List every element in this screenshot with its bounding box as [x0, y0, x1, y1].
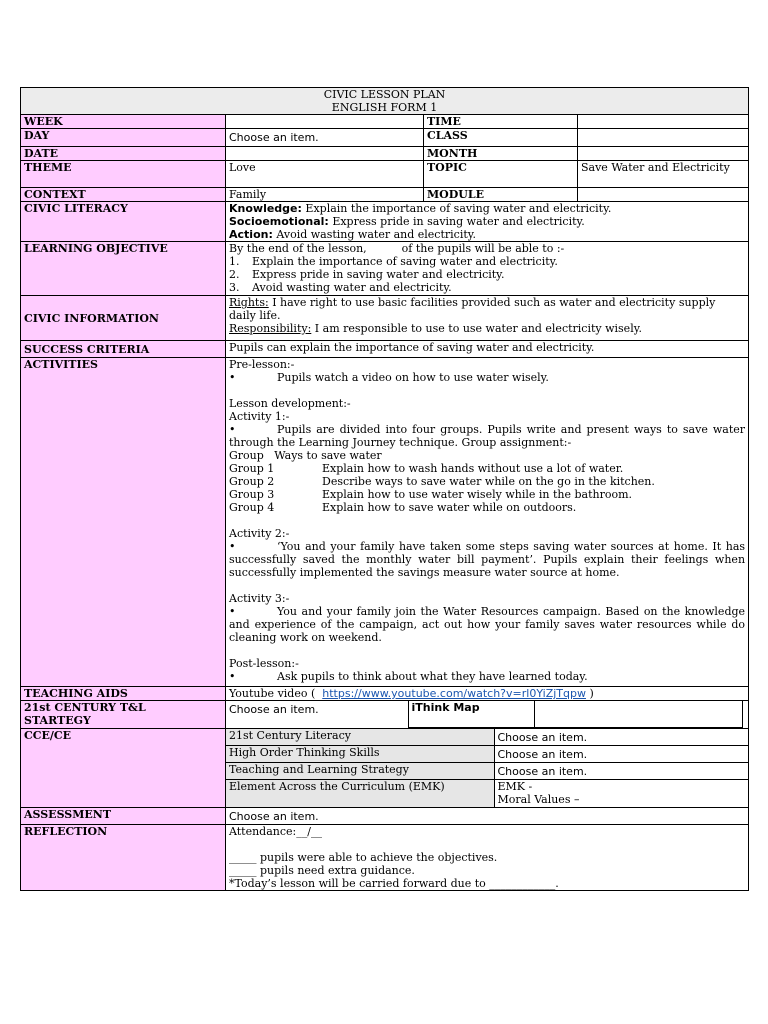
lesson-plan-table — [20, 87, 749, 891]
activity2-title: Activity 2:- — [229, 527, 290, 540]
time-label: TIME — [424, 115, 578, 129]
activity1-body: Pupils are divided into four groups. Pupils write and present ways to save water through the Learning Journey technique. Group assignment:- — [229, 423, 746, 449]
group-row — [229, 475, 745, 488]
group-header: Group Ways to save water — [229, 449, 382, 462]
reflection-line: *Today’s lesson will be carried forward due to ____________. — [229, 876, 559, 890]
teaching-aids-suffix: ) — [585, 687, 594, 700]
post-lesson-heading: Post-lesson:- — [229, 657, 299, 670]
reflection-line: _____ pupils were able to achieve the objectives. — [229, 850, 498, 864]
teaching-aids-label: TEACHING AIDS — [21, 687, 226, 701]
group-row — [229, 501, 745, 514]
assessment-label: ASSESSMENT — [21, 807, 226, 824]
knowledge-line — [229, 202, 745, 215]
date-row — [21, 147, 749, 161]
cce-inner — [226, 729, 748, 807]
activities-label: ACTIVITIES — [21, 358, 226, 687]
teaching-aids-prefix: Youtube video ( — [229, 687, 323, 700]
civic-literacy-content — [226, 202, 749, 242]
cce-emk-row — [226, 780, 748, 807]
success-criteria-text: Pupils can explain the importance of saving water and electricity. — [226, 341, 749, 358]
socio-label: Socioemotional: — [229, 215, 329, 228]
rights-label: Rights: — [229, 296, 269, 309]
activities-content — [226, 358, 749, 687]
attendance-line: Attendance:__/__ — [229, 824, 322, 838]
cce-item-row — [226, 746, 748, 763]
day-label: DAY — [21, 129, 226, 147]
cce-label: CCE/CE — [21, 728, 226, 807]
week-row — [21, 115, 749, 129]
objective-text: Explain the importance of saving water and electricity. — [252, 255, 558, 268]
date-label: DATE — [21, 147, 226, 161]
objective-number: 1. — [229, 255, 240, 268]
context-value[interactable]: Family — [226, 188, 424, 202]
plan-title-line2: ENGLISH FORM 1 — [331, 101, 438, 114]
lesson-plan — [20, 87, 748, 891]
activity2-text — [229, 540, 745, 579]
pre-lesson-text: Pupils watch a video on how to use water wisely. — [277, 371, 549, 384]
theme-label: THEME — [21, 161, 226, 188]
learning-objective-row — [21, 242, 749, 296]
success-criteria-label: SUCCESS CRITERIA — [21, 341, 226, 358]
youtube-link[interactable]: https://www.youtube.com/watch?v=rl0YiZjTqpw — [322, 687, 586, 700]
emk-content — [494, 780, 748, 807]
action-label: Action: — [229, 228, 273, 241]
activity1-title: Activity 1:- — [229, 410, 290, 423]
civic-literacy-row — [21, 202, 749, 242]
century-content — [226, 701, 749, 729]
group-task: Describe ways to save water while on the go in the kitchen. — [322, 475, 655, 488]
century-select[interactable]: Choose an item. — [229, 703, 319, 716]
group-row — [229, 462, 745, 475]
bullet: • — [229, 605, 236, 618]
emk-label: Element Across the Curriculum (EMK) — [226, 780, 494, 807]
date-value[interactable] — [226, 147, 424, 161]
theme-row — [21, 161, 749, 188]
teaching-aids-row — [21, 687, 749, 701]
cce-item-label: High Order Thinking Skills — [226, 746, 494, 763]
cce-item-select[interactable]: Choose an item. — [494, 746, 748, 763]
header-row — [21, 88, 749, 115]
ithink-map-label: iThink Map — [408, 701, 534, 727]
responsibility-text: I am responsible to use to use water and electricity wisely. — [311, 322, 642, 335]
century-label — [21, 701, 226, 729]
class-value[interactable] — [578, 129, 749, 147]
theme-value[interactable]: Love — [226, 161, 424, 188]
group-name: Group 3 — [229, 488, 275, 501]
objective-item — [229, 281, 745, 294]
knowledge-label: Knowledge: — [229, 202, 302, 215]
learning-objective-label: LEARNING OBJECTIVE — [21, 242, 226, 296]
moral-values-line: Moral Values – — [497, 793, 580, 806]
objective-number: 3. — [229, 281, 240, 294]
context-row — [21, 188, 749, 202]
objective-text: Avoid wasting water and electricity. — [252, 281, 452, 294]
cce-row — [21, 728, 749, 807]
module-label: MODULE — [424, 188, 578, 202]
success-criteria-row — [21, 341, 749, 358]
socio-text: Express pride in saving water and electricity. — [328, 215, 585, 228]
lesson-development-heading: Lesson development:- — [229, 397, 351, 410]
century-inner — [226, 701, 748, 728]
post-lesson-text: Ask pupils to think about what they have learned today. — [277, 670, 588, 683]
context-label: CONTEXT — [21, 188, 226, 202]
assessment-row — [21, 807, 749, 824]
activity2-body: ‘You and your family have taken some steps saving water sources at home. It has successfully saved the monthly water bill payment’. Pupils explain their feelings when successfully implemented the savings measure water source at home. — [229, 540, 746, 579]
reflection-line: _____ pupils need extra guidance. — [229, 863, 415, 877]
activity3-body: You and your family join the Water Resources campaign. Based on the knowledge and experience of the campaign, act out how your family saves water resources while do cleaning work on weekend. — [229, 605, 746, 644]
plan-title — [21, 88, 749, 115]
objective-list — [229, 255, 745, 294]
knowledge-text: Explain the importance of saving water and electricity. — [301, 202, 612, 215]
cce-content — [226, 728, 749, 807]
reflection-row — [21, 824, 749, 890]
rights-line — [229, 296, 745, 322]
cce-item-select[interactable]: Choose an item. — [494, 729, 748, 746]
topic-label: TOPIC — [424, 161, 578, 188]
cce-item-select[interactable]: Choose an item. — [494, 763, 748, 780]
group-name: Group 4 — [229, 501, 275, 514]
group-row — [229, 488, 745, 501]
month-label: MONTH — [424, 147, 578, 161]
reflection-content — [226, 824, 749, 890]
activity1-text — [229, 423, 745, 449]
pre-lesson-item — [229, 371, 745, 384]
objective-number: 2. — [229, 268, 240, 281]
responsibility-label: Responsibility: — [229, 322, 312, 335]
objective-item — [229, 268, 745, 281]
cce-item-label: Teaching and Learning Strategy — [226, 763, 494, 780]
century-row — [21, 701, 749, 729]
bullet: • — [229, 540, 236, 553]
civic-information-row — [21, 296, 749, 341]
group-name: Group 1 — [229, 462, 275, 475]
emk-line: EMK - — [497, 780, 533, 793]
topic-value[interactable]: Save Water and Electricity — [578, 161, 749, 188]
century-empty-cell — [742, 701, 748, 727]
objective-item — [229, 255, 745, 268]
activities-row — [21, 358, 749, 687]
civic-information-content — [226, 296, 749, 341]
bullet: • — [229, 371, 236, 384]
century-empty-cell — [534, 701, 742, 727]
module-value[interactable] — [578, 188, 749, 202]
class-label: CLASS — [424, 129, 578, 147]
group-name: Group 2 — [229, 475, 275, 488]
post-lesson-item — [229, 670, 745, 683]
week-label: WEEK — [21, 115, 226, 129]
day-row — [21, 129, 749, 147]
cce-item-label: 21st Century Literacy — [226, 729, 494, 746]
objective-text: Express pride in saving water and electricity. — [252, 268, 505, 281]
bullet: • — [229, 670, 236, 683]
day-select[interactable]: Choose an item. — [226, 129, 424, 147]
learning-objective-content — [226, 242, 749, 296]
plan-title-line1: CIVIC LESSON PLAN — [323, 88, 446, 101]
group-task: Explain how to save water while on outdoors. — [322, 501, 577, 514]
action-text: Avoid wasting water and electricity. — [272, 228, 477, 241]
month-value[interactable] — [578, 147, 749, 161]
rights-text: I have right to use basic facilities provided such as water and electricity supply daily life. — [229, 296, 716, 322]
week-value[interactable] — [226, 115, 424, 129]
time-value[interactable] — [578, 115, 749, 129]
century-label-line2: STARTEGY — [24, 714, 91, 727]
bullet: • — [229, 423, 236, 436]
cce-item-row — [226, 729, 748, 746]
action-line — [229, 228, 745, 241]
activity3-title: Activity 3:- — [229, 592, 290, 605]
responsibility-line — [229, 322, 745, 335]
civic-information-label: CIVIC INFORMATION — [21, 296, 226, 341]
assessment-select[interactable]: Choose an item. — [226, 807, 749, 824]
teaching-aids-content — [226, 687, 749, 701]
group-task: Explain how to use water wisely while in the bathroom. — [322, 488, 633, 501]
cce-item-row — [226, 763, 748, 780]
civic-literacy-label: CIVIC LITERACY — [21, 202, 226, 242]
group-task: Explain how to wash hands without use a lot of water. — [322, 462, 624, 475]
objective-intro: By the end of the lesson, of the pupils will be able to :- — [229, 242, 565, 255]
socio-line — [229, 215, 745, 228]
pre-lesson-heading: Pre-lesson:- — [229, 358, 295, 371]
century-label-line1: 21st CENTURY T&L — [24, 701, 146, 714]
reflection-label: REFLECTION — [21, 824, 226, 890]
activity3-text — [229, 605, 745, 644]
